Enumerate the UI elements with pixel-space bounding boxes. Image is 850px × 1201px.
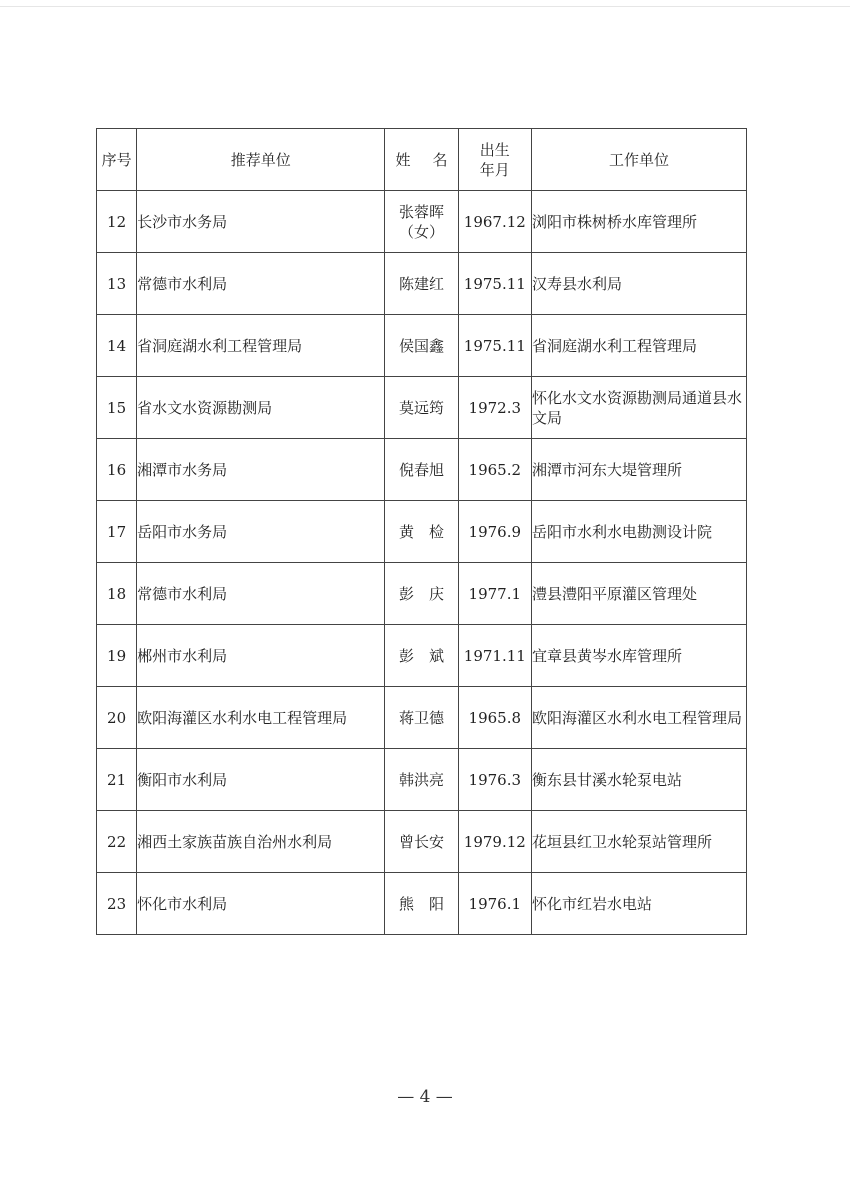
row-name-text: 张蓉晖 bbox=[398, 202, 444, 221]
header-name bbox=[385, 129, 458, 191]
row-no: 12 bbox=[97, 191, 137, 253]
row-name bbox=[385, 377, 458, 439]
page-number: — 4 — bbox=[397, 1087, 453, 1107]
row-work-unit: 澧县澧阳平原灌区管理处 bbox=[531, 563, 746, 625]
row-birth: 1976.1 bbox=[458, 873, 531, 935]
row-work-unit: 汉寿县水利局 bbox=[531, 253, 746, 315]
header-birth-line1: 出生 bbox=[479, 140, 510, 159]
table-row bbox=[97, 501, 747, 563]
row-recommending-unit: 省洞庭湖水利工程管理局 bbox=[137, 315, 385, 377]
row-birth: 1975.11 bbox=[458, 315, 531, 377]
row-birth: 1977.1 bbox=[458, 563, 531, 625]
table-row bbox=[97, 687, 747, 749]
header-work: 工作单位 bbox=[531, 129, 746, 191]
row-name-text: 曾长安 bbox=[398, 832, 444, 851]
row-name-text: 侯国鑫 bbox=[398, 336, 444, 355]
row-name-note: （女） bbox=[398, 222, 444, 241]
row-birth: 1972.3 bbox=[458, 377, 531, 439]
row-no: 23 bbox=[97, 873, 137, 935]
header-birth-line2: 年月 bbox=[479, 160, 510, 179]
row-name-text: 莫远筠 bbox=[398, 398, 444, 417]
row-work-unit: 欧阳海灌区水利水电工程管理局 bbox=[531, 687, 746, 749]
row-work-unit: 花垣县红卫水轮泵站管理所 bbox=[531, 811, 746, 873]
row-recommending-unit: 岳阳市水务局 bbox=[137, 501, 385, 563]
row-birth: 1965.8 bbox=[458, 687, 531, 749]
row-recommending-unit: 常德市水利局 bbox=[137, 253, 385, 315]
row-name bbox=[385, 253, 458, 315]
row-birth: 1976.9 bbox=[458, 501, 531, 563]
row-name bbox=[385, 501, 458, 563]
row-name bbox=[385, 191, 458, 253]
row-name-text: 韩洪亮 bbox=[398, 770, 444, 789]
row-recommending-unit: 长沙市水务局 bbox=[137, 191, 385, 253]
table-row bbox=[97, 315, 747, 377]
row-work-unit: 衡东县甘溪水轮泵电站 bbox=[531, 749, 746, 811]
row-no: 18 bbox=[97, 563, 137, 625]
row-name bbox=[385, 811, 458, 873]
recommendation-table bbox=[96, 128, 747, 935]
table-row bbox=[97, 749, 747, 811]
row-recommending-unit: 湘潭市水务局 bbox=[137, 439, 385, 501]
row-no: 14 bbox=[97, 315, 137, 377]
row-recommending-unit: 省水文水资源勘测局 bbox=[137, 377, 385, 439]
table-row bbox=[97, 563, 747, 625]
row-recommending-unit: 衡阳市水利局 bbox=[137, 749, 385, 811]
row-work-unit: 宜章县黄岑水库管理所 bbox=[531, 625, 746, 687]
row-birth: 1979.12 bbox=[458, 811, 531, 873]
row-name-text: 熊 阳 bbox=[398, 894, 444, 913]
row-no: 19 bbox=[97, 625, 137, 687]
header-no: 序号 bbox=[97, 129, 137, 191]
header-name-second: 名 bbox=[432, 150, 448, 169]
row-recommending-unit: 郴州市水利局 bbox=[137, 625, 385, 687]
row-recommending-unit: 常德市水利局 bbox=[137, 563, 385, 625]
row-name bbox=[385, 873, 458, 935]
row-no: 13 bbox=[97, 253, 137, 315]
row-name-text: 陈建红 bbox=[398, 274, 444, 293]
row-name-text: 蒋卫德 bbox=[398, 708, 444, 727]
header-birth bbox=[458, 129, 531, 191]
row-no: 22 bbox=[97, 811, 137, 873]
page-top-edge bbox=[0, 6, 850, 7]
row-name bbox=[385, 687, 458, 749]
header-name-first: 姓 bbox=[395, 150, 411, 169]
row-name-text: 倪春旭 bbox=[398, 460, 444, 479]
row-work-unit: 省洞庭湖水利工程管理局 bbox=[531, 315, 746, 377]
table-row bbox=[97, 253, 747, 315]
header-unit: 推荐单位 bbox=[137, 129, 385, 191]
table-row bbox=[97, 377, 747, 439]
row-name bbox=[385, 315, 458, 377]
row-name bbox=[385, 563, 458, 625]
row-name bbox=[385, 439, 458, 501]
row-work-unit: 浏阳市株树桥水库管理所 bbox=[531, 191, 746, 253]
row-no: 16 bbox=[97, 439, 137, 501]
table-header-row bbox=[97, 129, 747, 191]
row-no: 20 bbox=[97, 687, 137, 749]
row-work-unit: 怀化市红岩水电站 bbox=[531, 873, 746, 935]
row-birth: 1975.11 bbox=[458, 253, 531, 315]
row-work-unit: 湘潭市河东大堤管理所 bbox=[531, 439, 746, 501]
row-no: 17 bbox=[97, 501, 137, 563]
row-birth: 1967.12 bbox=[458, 191, 531, 253]
row-birth: 1971.11 bbox=[458, 625, 531, 687]
row-name-text: 彭 庆 bbox=[398, 584, 444, 603]
row-name bbox=[385, 625, 458, 687]
table-row bbox=[97, 811, 747, 873]
row-recommending-unit: 欧阳海灌区水利水电工程管理局 bbox=[137, 687, 385, 749]
table-row bbox=[97, 439, 747, 501]
row-name-text: 彭 斌 bbox=[398, 646, 444, 665]
table-row bbox=[97, 873, 747, 935]
row-work-unit: 岳阳市水利水电勘测设计院 bbox=[531, 501, 746, 563]
row-work-unit: 怀化水文水资源勘测局通道县水文局 bbox=[531, 377, 746, 439]
table-row bbox=[97, 191, 747, 253]
row-name-text: 黄 检 bbox=[398, 522, 444, 541]
row-no: 15 bbox=[97, 377, 137, 439]
row-birth: 1965.2 bbox=[458, 439, 531, 501]
row-recommending-unit: 怀化市水利局 bbox=[137, 873, 385, 935]
row-recommending-unit: 湘西土家族苗族自治州水利局 bbox=[137, 811, 385, 873]
row-name bbox=[385, 749, 458, 811]
row-no: 21 bbox=[97, 749, 137, 811]
row-birth: 1976.3 bbox=[458, 749, 531, 811]
table-row bbox=[97, 625, 747, 687]
